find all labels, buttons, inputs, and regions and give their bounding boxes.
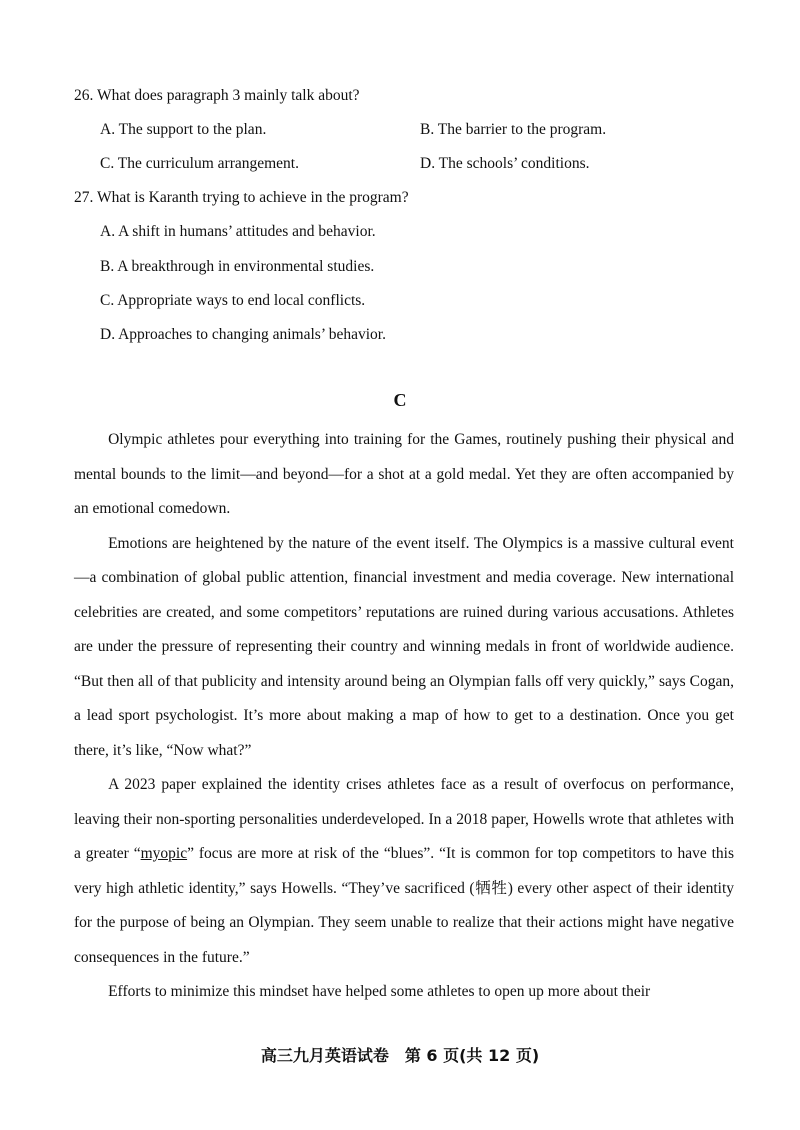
page-footer: 高三九月英语试卷 第 6 页(共 12 页) [260,1046,540,1065]
question-26-option-c: C. The curriculum arrangement. [100,155,299,172]
underlined-word-myopic: myopic [140,845,188,862]
question-26-option-b: B. The barrier to the program. [420,121,607,138]
question-27-stem: 27. What is Karanth trying to achieve in the program? [74,189,409,206]
paragraph-3-text-end: ” focus are more at risk of the “blues”. “It is common for top competitors to have this very high athletic identity,” says Howells. “They’ve sacrificed (牺牲) every other aspect of their identity for the purpose of being an Olympian. They seem unable to realize that their actions might have negative consequences in the future.” [74,845,734,966]
question-27-option-a: A. A shift in humans’ attitudes and behavior. [100,223,376,240]
question-27-option-d: D. Approaches to changing animals’ behavior. [100,326,386,343]
question-27-option-b: B. A breakthrough in environmental studies. [100,258,375,275]
paragraph-3-text-start: A 2023 paper explained the identity crises athletes face as a result of overfocus on performance, leaving their non-sporting personalities underdeveloped. In a 2018 paper, Howells wrote that athletes with a greater “ [74,776,734,862]
passage-paragraph-4: Efforts to minimize this mindset have helped some athletes to open up more about their [108,983,651,1000]
question-27-option-c: C. Appropriate ways to end local conflicts. [100,292,366,309]
question-26-stem: 26. What does paragraph 3 mainly talk about? [74,87,360,104]
section-heading: C [393,390,407,410]
question-26-option-a: A. The support to the plan. [100,121,267,138]
passage-paragraph-2: Emotions are heightened by the nature of the event itself. The Olympics is a massive cultural event—a combination of global public attention, financial investment and media coverage. New international celebrities are created, and some competitors’ reputations are ruined during various accusations. Athletes are under the pressure of representing their country and winning medals in front of worldwide audience. “But then all of that publicity and intensity around being an Olympian falls off very quickly,” says Cogan, a lead sport psychologist. It’s more about making a map of how to get to a destination. Once you get there, it’s like, “Now what?” [74,534,734,759]
question-26-option-d: D. The schools’ conditions. [420,155,590,172]
passage-paragraph-3 [74,768,734,975]
passage-paragraph-1: Olympic athletes pour everything into training for the Games, routinely pushing their physical and mental bounds to the limit—and beyond—for a shot at a gold medal. Yet they are often accompanied by an emotional comedown. [74,431,734,517]
reading-passage [74,423,734,1010]
